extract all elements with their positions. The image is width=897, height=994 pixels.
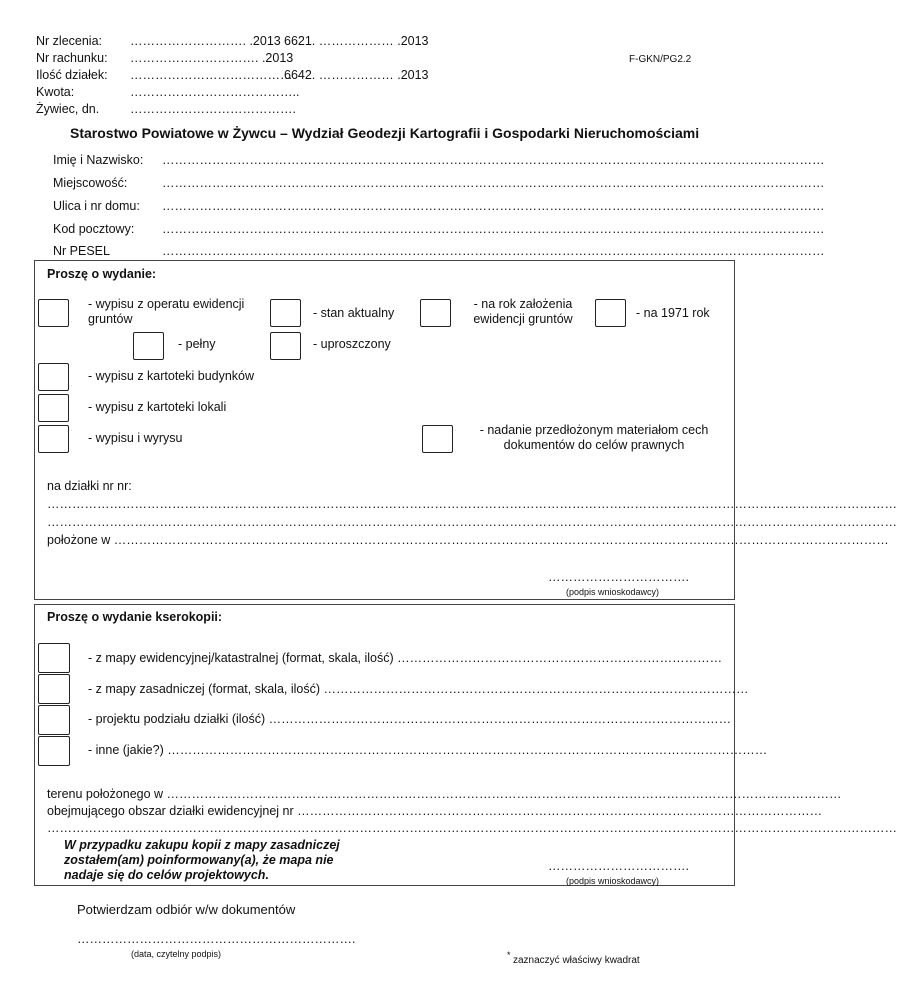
opt-wyrys: - wypisu i wyrysu [88,431,183,445]
opt-pelny: - pełny [178,337,216,351]
opt-mapa-ewidencyjna: - z mapy ewidencyjnej/katastralnej (format, skala, ilość) …………………………………………………………………… [88,651,723,665]
checkbox-nadanie[interactable] [422,425,453,453]
code-6642[interactable]: 6642. ……………… .2013 [284,68,429,82]
field-kwota[interactable]: ………………………………….. [130,85,300,99]
label-kod: Kod pocztowy: [53,222,135,236]
signature-label-2: (podpis wnioskodawcy) [566,876,660,886]
opt-1971: - na 1971 rok [636,306,710,320]
confirm-receipt: Potwierdzam odbiór w/w dokumentów [77,902,296,917]
opt-wypis-operat: - wypisu z operatu ewidencji gruntów [88,297,245,326]
checkbox-wypis-operat[interactable] [38,299,69,327]
checkbox-mapa-ewidencyjna[interactable] [38,643,70,673]
opt-stan-aktualny: - stan aktualny [313,306,395,320]
label-ulica: Ulica i nr domu: [53,199,140,213]
label-imie-nazwisko: Imię i Nazwisko: [53,153,144,167]
field-ilosc-dzialek[interactable]: ………………………………… [130,68,293,82]
footnote-star: * [507,950,511,960]
signature-label-1: (podpis wnioskodawcy) [566,587,660,597]
checkbox-lokale[interactable] [38,394,69,422]
checkbox-1971[interactable] [595,299,626,327]
pesel-field[interactable]: …………………………………………………………………………………………………………………………………………… [162,244,825,258]
label-zywiec-dn: Żywiec, dn. [36,102,100,116]
label-kwota: Kwota: [36,85,75,99]
opt-uproszczony: - uproszczony [313,337,391,351]
form-id: F-GKN/PG2.2 [629,54,692,65]
dzialki-line-2[interactable]: …………………………………………………………………………………………………………………………………………………………………………………… [47,515,897,529]
code-6621[interactable]: 6621. ……………… .2013 [284,34,429,48]
label-ilosc-dzialek: Ilość działek: [36,68,108,82]
label-nr-zlecenia: Nr zlecenia: [36,34,102,48]
checkbox-budynki[interactable] [38,363,69,391]
polozone-w[interactable]: położone w …………………………………………………………………………………………………………………………………………………………………… [47,533,889,547]
label-pesel: Nr PESEL [53,244,110,258]
notice-mapa: W przypadku zakupu kopii z mapy zasadniczej zostałem(am) poinformowany(a), że mapa nie nadaje się do celów projektowych. [64,838,340,882]
page-title: Starostwo Powiatowe w Żywcu – Wydział Geodezji Kartografii i Gospodarki Nieruchomościami [70,125,700,141]
postal-field[interactable]: …………………………………………………………………………………………………………………………………………… [162,222,825,236]
field-data[interactable]: …………………………………. [130,102,296,116]
checkbox-pelny[interactable] [133,332,164,360]
opt-lokale: - wypisu z kartoteki lokali [88,400,227,414]
checkbox-projekt-podzialu[interactable] [38,705,70,735]
checkbox-stan-aktualny[interactable] [270,299,301,327]
label-nr-rachunku: Nr rachunku: [36,51,108,65]
checkbox-mapa-zasadnicza[interactable] [38,674,70,704]
checkbox-inne[interactable] [38,736,70,766]
obszar-dzialki[interactable]: obejmującego obszar działki ewidencyjnej nr ……………………………………………………………………………………………………………… [47,804,823,818]
street-field[interactable]: …………………………………………………………………………………………………………………………………………… [162,199,825,213]
checkbox-wyrys[interactable] [38,425,69,453]
opt-projekt-podzialu: - projektu podziału działki (ilość) ………………………………………………………………………………………………… [88,712,732,726]
receipt-signature-line[interactable]: …………………………………………………………. [77,932,356,946]
label-dzialki: na działki nr nr: [47,479,132,493]
field-nr-rachunku[interactable]: …………………………. .2013 [130,51,294,65]
section-kserokopie-heading: Proszę o wydanie kserokopii: [47,610,223,624]
opt-budynki: - wypisu z kartoteki budynków [88,369,255,383]
footnote-text: zaznaczyć właściwy kwadrat [513,955,640,966]
opt-inne: - inne (jakie?) ……………………………………………………………………………………………………………………………… [88,743,768,757]
name-field[interactable]: …………………………………………………………………………………………………………………………………………… [162,153,825,167]
checkbox-rok-zalozenia[interactable] [420,299,451,327]
dzialki-line-1[interactable]: …………………………………………………………………………………………………………………………………………………………………………………… [47,497,897,511]
section-wydanie-heading: Proszę o wydanie: [47,267,157,281]
signature-line-1[interactable]: ……………………………. [548,570,689,584]
opt-rok-zalozenia: - na rok założenia ewidencji gruntów [473,297,573,326]
kserokopie-line[interactable]: …………………………………………………………………………………………………………………………………………………………………………………… [47,821,897,835]
field-nr-zlecenia[interactable]: ………………………. .2013 [130,34,281,48]
checkbox-uproszczony[interactable] [270,332,301,360]
label-miejscowosc: Miejscowość: [53,176,128,190]
city-field[interactable]: …………………………………………………………………………………………………………………………………………… [162,176,825,190]
opt-mapa-zasadnicza: - z mapy zasadniczej (format, skala, ilość) ………………………………………………………………………………………… [88,682,749,696]
opt-nadanie: - nadanie przedłożonym materiałom cech dokumentów do celów prawnych [479,423,709,452]
teren-polozony[interactable]: terenu położonego w ……………………………………………………………………………………………………………………………………………… [47,787,842,801]
receipt-signature-label: (data, czytelny podpis) [131,949,222,959]
signature-line-2[interactable]: ……………………………. [548,859,689,873]
